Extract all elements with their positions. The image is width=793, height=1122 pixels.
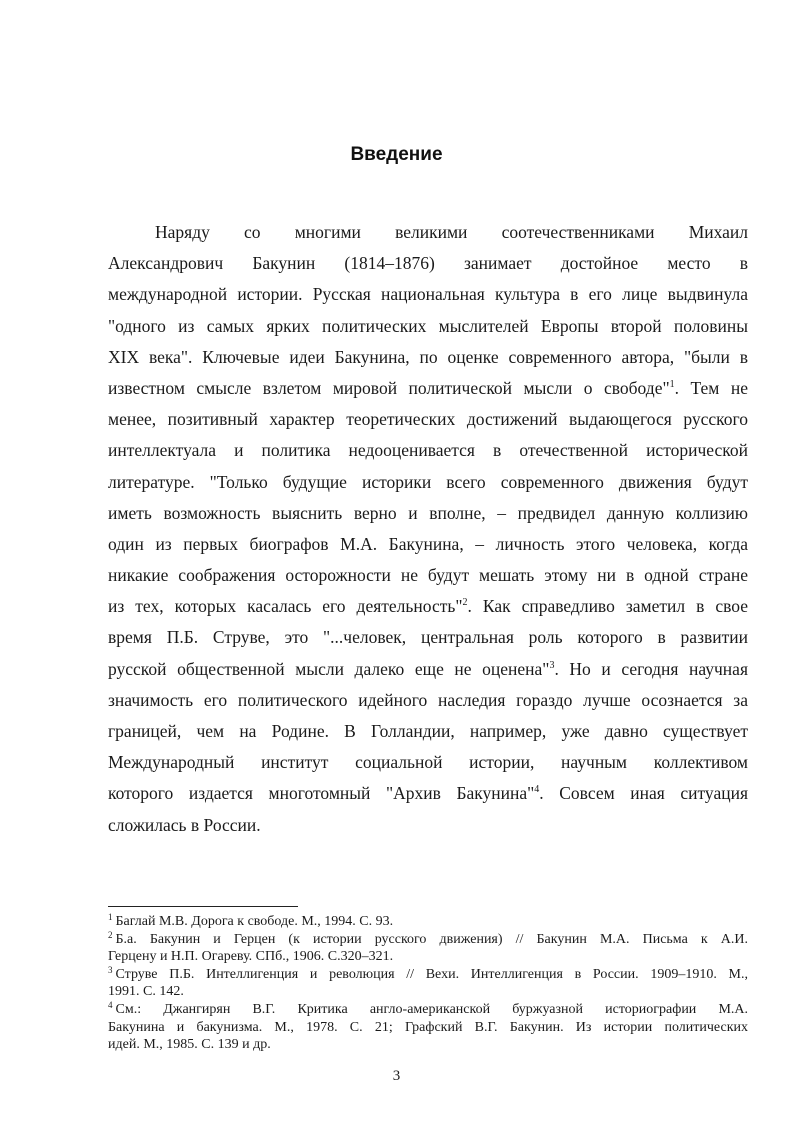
footnote-number: 4 xyxy=(108,999,113,1010)
body-line-text: Александрович Бакунин (1814–1876) занимает достойное место в xyxy=(108,253,748,274)
body-line xyxy=(108,560,748,591)
body-line xyxy=(108,529,748,560)
body-line-text: иметь возможность выяснить верно и вполне, – предвидел данную коллизию xyxy=(108,502,748,523)
body-line-text: международной истории. Русская национальная культура в его лице выдвинула xyxy=(108,284,748,305)
body-line-tail: . Совсем иная ситуация xyxy=(539,783,748,804)
body-line xyxy=(108,622,748,653)
body-line xyxy=(108,716,748,747)
footnote-text: Герцену и Н.П. Огареву. СПб., 1906. С.320–321. xyxy=(108,949,394,965)
body-line-text: Международный институт социальной истории, научным коллективом xyxy=(108,752,748,773)
body-line-tail: . Как справедливо заметил в свое xyxy=(467,596,748,617)
page-title: Введение xyxy=(350,144,443,165)
footnote-line xyxy=(108,983,748,1001)
body-line-text: из тех, которых касалась его деятельность" xyxy=(108,596,463,617)
footnote-text: Баглай М.В. Дорога к свободе. М., 1994. С. 93. xyxy=(115,914,394,929)
body-line-text: русской общественной мысли далеко еще не оценена" xyxy=(108,658,550,679)
body-line xyxy=(108,498,748,529)
footnotes xyxy=(108,913,748,1054)
footnote-line xyxy=(108,1036,748,1054)
footnote-2 xyxy=(108,931,748,966)
footnote-marker: 1 xyxy=(669,378,675,390)
body-line-text: один из первых биографов М.А. Бакунина, – личность этого человека, когда xyxy=(108,533,748,554)
body-line-text: "одного из самых ярких политических мыслителей Европы второй половины xyxy=(108,315,748,336)
body-line xyxy=(108,404,748,435)
footnote-text: 1991. С. 142. xyxy=(108,984,184,1000)
footnote-number: 3 xyxy=(108,964,113,975)
body-line-text: значимость его политического идейного наследия гораздо лучше осознается за xyxy=(108,689,748,710)
body-line-text: XIX века". Ключевые идеи Бакунина, по оценке современного автора, "были в xyxy=(108,346,748,367)
body-line xyxy=(108,311,748,342)
footnote-marker: 3 xyxy=(549,659,555,671)
body-line-text: литературе. "Только будущие историки всего современного движения будут xyxy=(108,471,748,492)
footnote-text: Бакунина и бакунизма. М., 1978. С. 21; Графский В.Г. Бакунин. Из истории политических xyxy=(108,1019,748,1035)
footnote-line xyxy=(108,1019,748,1037)
footnote-line xyxy=(108,931,748,949)
body-line xyxy=(108,342,748,373)
footnote-separator xyxy=(108,906,298,907)
body-line xyxy=(108,810,748,841)
body-line xyxy=(108,654,748,685)
body-line xyxy=(108,747,748,778)
footnote-marker: 2 xyxy=(462,597,468,609)
footnote-number: 1 xyxy=(108,912,113,922)
body-text xyxy=(108,217,748,841)
body-line-text: сложилась в России. xyxy=(108,814,261,835)
footnote-1 xyxy=(108,913,748,931)
footnote-3 xyxy=(108,966,748,1001)
footnote-line xyxy=(108,966,748,984)
footnote-4 xyxy=(108,1001,748,1054)
body-line xyxy=(108,591,748,622)
footnote-marker: 4 xyxy=(534,784,540,796)
body-line xyxy=(108,685,748,716)
body-line-tail: . Но и сегодня научная xyxy=(554,658,748,679)
body-line-tail: . Тем не xyxy=(674,377,748,398)
body-line xyxy=(108,373,748,404)
body-line-text: границей, чем на Родине. В Голландии, например, уже давно существует xyxy=(108,721,748,741)
footnote-number: 2 xyxy=(108,929,113,940)
body-line-text: менее, позитивный характер теоретических достижений выдающегося русского xyxy=(108,409,748,430)
body-line xyxy=(108,248,748,279)
body-line-text: время П.Б. Струве, это "...человек, центральная роль которого в развитии xyxy=(108,627,748,648)
body-line-text: никакие соображения осторожности не будут мешать этому ни в одной стране xyxy=(108,565,748,586)
footnote-text: Струве П.Б. Интеллигенция и революция // Вехи. Интеллигенция в России. 1909–1910. М., xyxy=(115,966,748,982)
body-line-text: Наряду со многими великими соотечественниками Михаил xyxy=(155,222,748,242)
footnote-line xyxy=(108,1001,748,1019)
body-line xyxy=(108,279,748,310)
body-line xyxy=(108,778,748,809)
footnote-text: идей. М., 1985. С. 139 и др. xyxy=(108,1037,271,1053)
body-line xyxy=(108,467,748,498)
body-line-text: известном смысле взлетом мировой политической мысли о свободе" xyxy=(108,377,670,398)
footnote-line xyxy=(108,913,748,931)
body-line xyxy=(108,217,748,248)
body-line xyxy=(108,435,748,466)
footnote-text: См.: Джангирян В.Г. Критика англо-американской буржуазной историографии М.А. xyxy=(115,1001,748,1017)
body-line-text: интеллектуала и политика недооценивается в отечественной исторической xyxy=(108,440,748,461)
page-number: 3 xyxy=(392,1068,401,1084)
body-line-text: которого издается многотомный "Архив Бакунина" xyxy=(108,783,535,804)
footnote-line xyxy=(108,948,748,966)
footnote-text: Б.а. Бакунин и Герцен (к истории русского движения) // Бакунин М.А. Письма к А.И. xyxy=(115,931,748,947)
